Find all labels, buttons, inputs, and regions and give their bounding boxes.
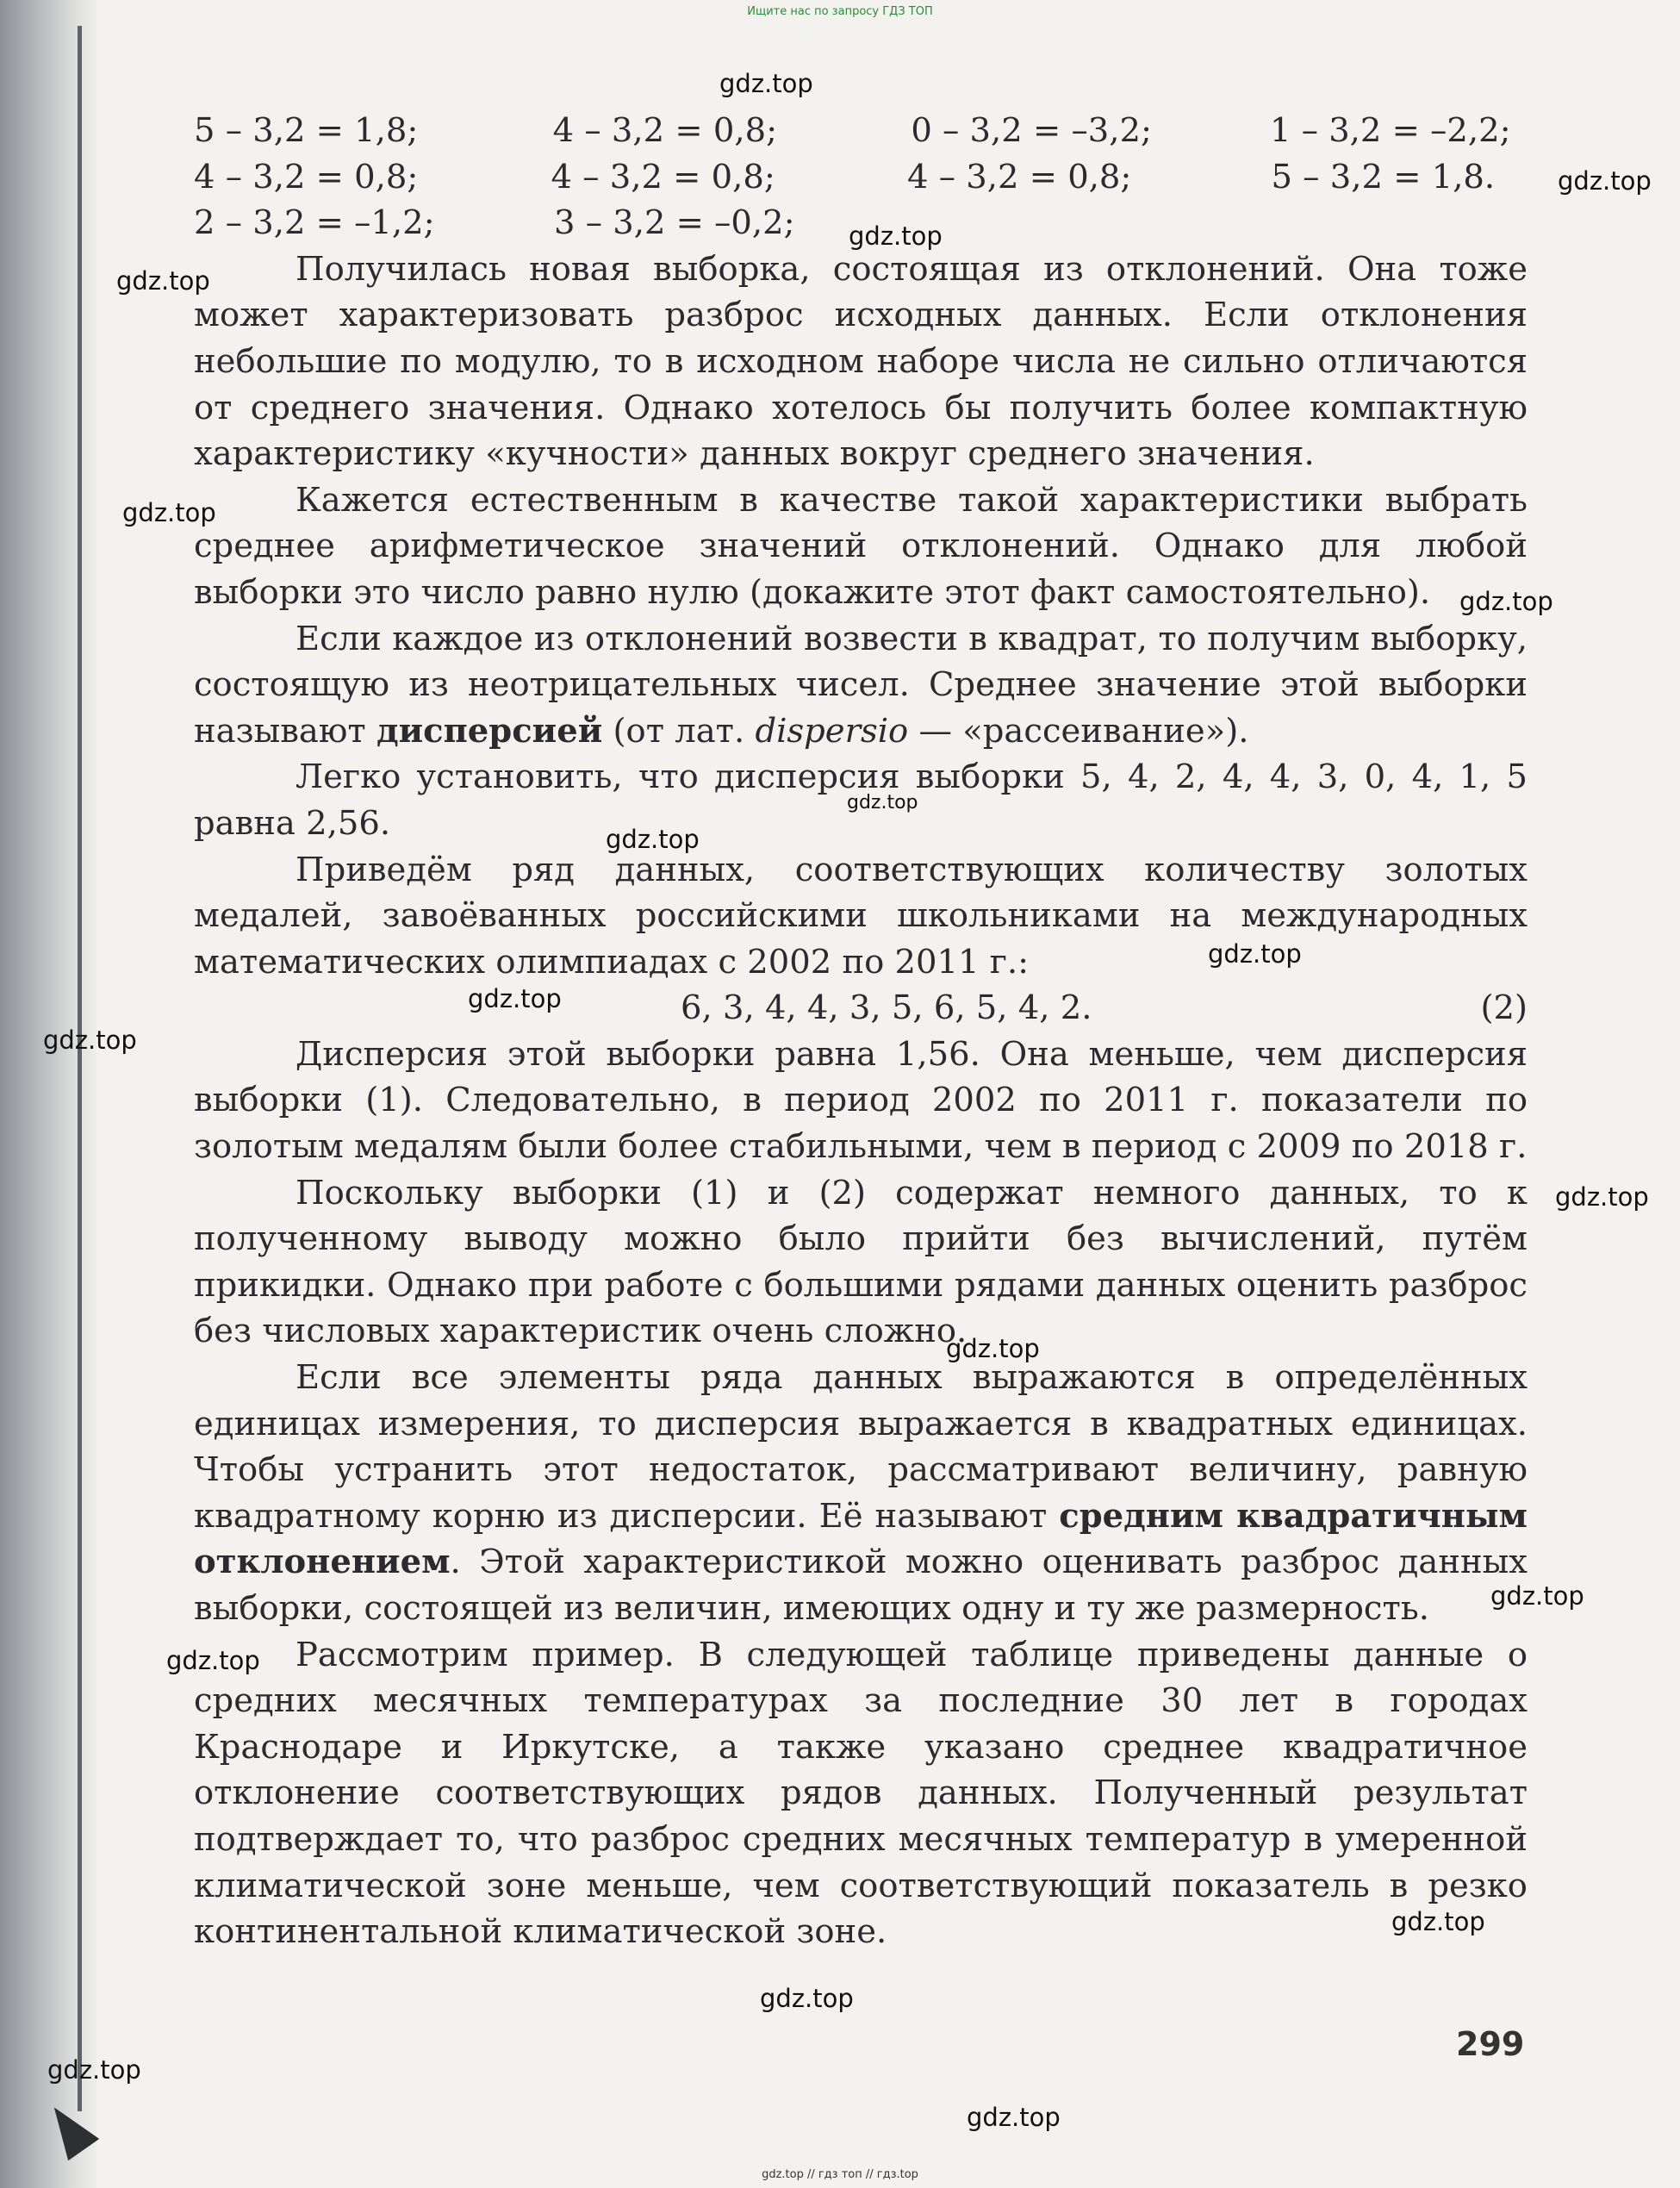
paragraph-dispersion-example: Легко установить, что дисперсия выборки 5, 4, 2, 4, 4, 3, 0, 4, 1, 5 равна 2,56. bbox=[194, 757, 1528, 843]
paragraph-medals-data: Приведём ряд данных, соответствующих количеству золотых медалей, завоёванных российскими школьниками на международных математических олимпиадах с 2002 по 2011 г.: bbox=[194, 850, 1528, 982]
book-spine-shadow bbox=[0, 0, 96, 2188]
watermark: gdz.top bbox=[166, 1646, 260, 1675]
watermark: gdz.top bbox=[116, 266, 210, 296]
text-run: . Этой характеристикой можно оценивать разброс данных выборки, состоящей из величин, имеющих одну и ту же размерность. bbox=[194, 1543, 1528, 1628]
watermark: gdz.top bbox=[760, 1984, 854, 2013]
page-content bbox=[194, 108, 1528, 1955]
paragraph-temperature-example: Рассмотрим пример. В следующей таблице приведены данные о средних месячных температурах за последние 30 лет в городах Краснодаре и Иркутске, а также указано среднее квадратичное отклонение соответствующих рядов данных. Полученный результат подтверждает то, что разброс средних месячных температур в умеренной климатической зоне меньше, чем соответствующий показатель в резко континентальной климатической зоне. bbox=[194, 1635, 1528, 1952]
footer: gdz.top // гдз топ // гдз.top bbox=[762, 2168, 918, 2181]
spine-edge bbox=[78, 26, 82, 2111]
watermark: gdz.top bbox=[1459, 587, 1553, 616]
watermark: gdz.top bbox=[1208, 939, 1302, 969]
paragraph-estimation: Поскольку выборки (1) и (2) содержат немного данных, то к полученному выводу можно было прийти без вычислений, путём прикидки. Однако при работе с большими рядами данных оценить разброс без числовых характеристик очень сложно. bbox=[194, 1173, 1528, 1351]
equation: 4 – 3,2 = 0,8; bbox=[552, 111, 778, 150]
equation-row bbox=[194, 108, 1528, 154]
top-banner: Ищите нас по запросу ГДЗ ТОП bbox=[747, 5, 933, 18]
watermark: gdz.top bbox=[468, 984, 562, 1013]
watermark: gdz.top bbox=[1558, 166, 1652, 196]
text-run: Если все элементы ряда данных выражаются в определённых единицах измерения, то дисперсия выражается в квадратных единицах. Чтобы устранить этот недостаток, рассматривают величину, равную квадратному корню из дисперсии. Её называют bbox=[194, 1358, 1528, 1536]
watermark: gdz.top bbox=[946, 1334, 1040, 1363]
watermark: gdz.top bbox=[847, 792, 918, 813]
equation-row bbox=[194, 154, 1528, 201]
watermark: gdz.top bbox=[1555, 1182, 1649, 1212]
equation: 1 – 3,2 = –2,2; bbox=[1269, 111, 1511, 150]
term-dispersion: дисперсией bbox=[376, 711, 603, 751]
paragraph-comparison: Дисперсия этой выборки равна 1,56. Она меньше, чем дисперсия выборки (1). Следовательно, в период 2002 по 2011 г. показатели по золотым медалям были более стабильными, чем в период с 2009 по 2018 г. bbox=[194, 1034, 1528, 1167]
equation: 5 – 3,2 = 1,8; bbox=[194, 111, 419, 150]
watermark: gdz.top bbox=[122, 498, 216, 527]
equation: 4 – 3,2 = 0,8; bbox=[551, 157, 775, 196]
watermark: gdz.top bbox=[1490, 1581, 1584, 1611]
watermark: gdz.top bbox=[47, 2055, 141, 2085]
text-run: (от лат. bbox=[602, 711, 756, 751]
paragraph-mean-deviation: Кажется естественным в качестве такой характеристики выбрать среднее арифметическое значений отклонений. Однако для любой выборки это число равно нулю (докажите этот факт самостоятельно). bbox=[194, 480, 1528, 612]
latin-term: dispersio bbox=[755, 711, 909, 751]
equation: 4 – 3,2 = 0,8; bbox=[194, 157, 419, 196]
watermark: gdz.top bbox=[849, 221, 943, 251]
formula-line bbox=[194, 985, 1528, 1032]
watermark: gdz.top bbox=[1391, 1907, 1485, 1936]
watermark: gdz.top bbox=[967, 2103, 1061, 2132]
formula-sample-2: 6, 3, 4, 4, 3, 5, 6, 5, 4, 2. bbox=[681, 988, 1092, 1028]
term-std-deviation: средним квадратичным отклонением bbox=[194, 1496, 1528, 1582]
watermark: gdz.top bbox=[719, 69, 813, 98]
equation: 3 – 3,2 = –0,2; bbox=[554, 203, 795, 243]
watermark: gdz.top bbox=[43, 1025, 137, 1055]
equation: 0 – 3,2 = –3,2; bbox=[911, 111, 1152, 150]
paragraph-std-deviation bbox=[194, 1355, 1528, 1632]
watermark: gdz.top bbox=[606, 825, 700, 854]
formula-number: (2) bbox=[1480, 988, 1528, 1028]
paragraph-deviations: Получилась новая выборка, состоящая из отклонений. Она тоже может характеризовать разброс исходных данных. Если отклонения небольшие по модулю, то в исходном наборе числа не сильно отличаются от среднего значения. Однако хотелось бы получить более компактную характеристику «кучности» данных вокруг среднего значения. bbox=[194, 249, 1528, 474]
text-run: Если каждое из отклонений возвести в квадрат, то получим выборку, состоящую из неотрицательных чисел. Среднее значение этой выборки называют bbox=[194, 619, 1528, 751]
paragraph-dispersion-definition bbox=[194, 616, 1528, 755]
equation: 2 – 3,2 = –1,2; bbox=[194, 203, 435, 243]
page-number: 299 bbox=[1456, 2025, 1525, 2063]
equation: 5 – 3,2 = 1,8. bbox=[1271, 157, 1496, 196]
equation: 4 – 3,2 = 0,8; bbox=[907, 157, 1132, 196]
text-run: — «рассеивание»). bbox=[908, 711, 1249, 751]
